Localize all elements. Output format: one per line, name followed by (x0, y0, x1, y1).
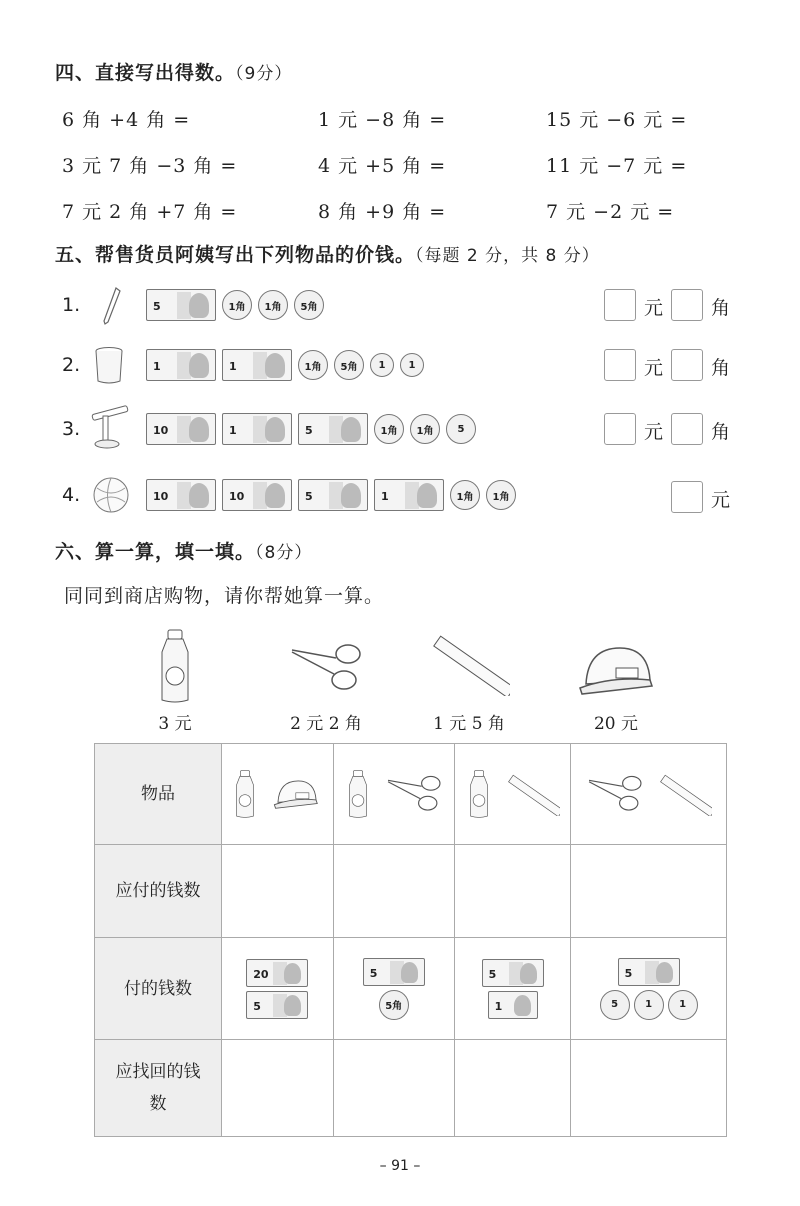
yuan-unit: 元 (644, 421, 664, 443)
section6-title-text: 六、算一算，填一填。 (55, 541, 256, 563)
items-cell (333, 744, 454, 845)
section5-title-text: 五、帮售货员阿姨写出下列物品的价钱。 (55, 244, 416, 266)
banknote (488, 991, 538, 1019)
banknote (374, 479, 444, 511)
lamp-icon (88, 404, 132, 450)
row-label-change-line1: 应找回的钱 (115, 1062, 201, 1082)
section4-title (55, 58, 292, 85)
jiao-unit: 角 (711, 297, 731, 319)
yuan-answer-box[interactable] (604, 349, 636, 381)
amount-paid-cell (333, 938, 454, 1040)
coin: 1 (634, 990, 664, 1020)
banknote (246, 991, 308, 1019)
coin: 1角 (486, 480, 516, 510)
equation: 1 元 −8 角 = (318, 109, 447, 131)
coin: 1角 (298, 350, 328, 380)
price-label: 2 元 2 角 (290, 714, 362, 734)
equation: 3 元 7 角 −3 角 = (62, 155, 238, 177)
price-label: 1 元 5 角 (433, 714, 505, 734)
section5-points: （每题 2 分，共 8 分） (415, 246, 600, 266)
yuan-unit: 元 (644, 357, 664, 379)
banknote (482, 959, 544, 987)
banknote (146, 289, 216, 321)
question-number: 4. (62, 484, 81, 506)
question-number: 1. (62, 294, 81, 316)
banknote (146, 479, 216, 511)
jiao-unit: 角 (711, 357, 731, 379)
items-cell (571, 744, 727, 845)
banknote (363, 958, 425, 986)
section4-points: （9分） (235, 64, 293, 84)
row-label-items: 物品 (95, 744, 222, 845)
money-row-3 (146, 413, 476, 445)
amount-due-cell[interactable] (222, 845, 334, 938)
coin: 5 (446, 414, 476, 444)
coin: 1角 (410, 414, 440, 444)
ruler-icon (506, 772, 560, 816)
coin: 5角 (334, 350, 364, 380)
money-row-2 (146, 349, 424, 381)
row-label-change-line2: 数 (149, 1094, 167, 1114)
scissors-icon (288, 640, 364, 696)
scissors-icon (385, 772, 443, 816)
bottle-icon (155, 628, 195, 704)
banknote-value: 5 (305, 424, 313, 437)
cup-icon (92, 346, 126, 386)
banknote-value: 5 (369, 966, 378, 980)
equation: 6 角 +4 角 = (62, 109, 191, 131)
ruler-icon (430, 632, 510, 696)
coin: 1角 (450, 480, 480, 510)
equation: 15 元 −6 元 = (546, 109, 688, 131)
section4-title-text: 四、直接写出得数。 (55, 62, 236, 84)
row-label-amount-paid: 付的钱数 (95, 938, 222, 1040)
cap-icon (272, 775, 322, 813)
problem-sentence: 同同到商店购物，请你帮她算一算。 (64, 585, 385, 607)
ruler-icon (658, 772, 712, 816)
banknote (298, 413, 368, 445)
calculation-table (94, 743, 727, 1137)
question-number: 2. (62, 354, 81, 376)
section5-title (55, 240, 600, 267)
section6-points: （8分） (255, 543, 313, 563)
yuan-answer-box[interactable] (671, 481, 703, 513)
coin: 5角 (294, 290, 324, 320)
change-due-cell[interactable] (571, 1040, 727, 1137)
equation: 8 角 +9 角 = (318, 201, 447, 223)
scissors-icon (586, 772, 644, 816)
section6-title (55, 537, 312, 564)
banknote (222, 479, 292, 511)
banknote-value: 1 (153, 360, 161, 373)
banknote-value: 10 (153, 424, 169, 437)
amount-paid-cell (222, 938, 334, 1040)
price-label: 3 元 (158, 714, 192, 734)
coin: 1 (668, 990, 698, 1020)
items-cell (222, 744, 334, 845)
page-number: – 91 – (379, 1158, 421, 1174)
equation: 7 元 2 角 +7 角 = (62, 201, 238, 223)
banknote-value: 10 (153, 490, 169, 503)
banknote (146, 413, 216, 445)
coin: 5 (600, 990, 630, 1020)
amount-paid-cell (454, 938, 570, 1040)
banknote-value: 5 (624, 966, 633, 980)
banknote (298, 479, 368, 511)
banknote-value: 5 (305, 490, 313, 503)
jiao-answer-box[interactable] (671, 289, 703, 321)
banknote-value: 20 (253, 967, 269, 981)
banknote (246, 959, 308, 987)
row-label-amount-due: 应付的钱数 (95, 845, 222, 938)
yuan-unit: 元 (644, 297, 664, 319)
coin: 1角 (258, 290, 288, 320)
items-cell (454, 744, 570, 845)
equation: 11 元 −7 元 = (546, 155, 688, 177)
change-due-cell[interactable] (222, 1040, 334, 1137)
yuan-answer-box[interactable] (604, 413, 636, 445)
pencil-icon (100, 286, 124, 326)
banknote-value: 1 (494, 999, 503, 1013)
money-row-1 (146, 289, 324, 321)
equation: 7 元 −2 元 = (546, 201, 675, 223)
amount-due-cell[interactable] (454, 845, 570, 938)
banknote-value: 5 (488, 967, 497, 981)
money-row-4 (146, 479, 516, 511)
banknote-value: 5 (253, 999, 261, 1013)
price-label: 20 元 (593, 714, 639, 734)
coin: 1角 (222, 290, 252, 320)
banknote-value: 1 (229, 424, 237, 437)
banknote (146, 349, 216, 381)
banknote-value: 10 (229, 490, 245, 503)
coin: 1 (400, 353, 424, 377)
coin: 5角 (379, 990, 409, 1020)
jiao-unit: 角 (711, 421, 731, 443)
cap-icon (576, 640, 660, 700)
row-label-change-due (95, 1040, 222, 1137)
jiao-answer-box[interactable] (671, 349, 703, 381)
amount-due-cell[interactable] (333, 845, 454, 938)
banknote-value: 5 (153, 300, 161, 313)
yuan-answer-box[interactable] (604, 289, 636, 321)
banknote (222, 349, 292, 381)
question-number: 3. (62, 418, 81, 440)
bottle-icon (232, 765, 258, 823)
yuan-unit: 元 (711, 489, 731, 511)
amount-paid-cell (571, 938, 727, 1040)
amount-due-cell[interactable] (571, 845, 727, 938)
coin: 1角 (374, 414, 404, 444)
jiao-answer-box[interactable] (671, 413, 703, 445)
change-due-cell[interactable] (454, 1040, 570, 1137)
equation: 4 元 +5 角 = (318, 155, 447, 177)
coin: 1 (370, 353, 394, 377)
banknote-value: 1 (381, 490, 389, 503)
bottle-icon (466, 765, 492, 823)
banknote (222, 413, 292, 445)
ball-icon (92, 476, 130, 514)
change-due-cell[interactable] (333, 1040, 454, 1137)
banknote (618, 958, 680, 986)
bottle-icon (345, 765, 371, 823)
banknote-value: 1 (229, 360, 237, 373)
